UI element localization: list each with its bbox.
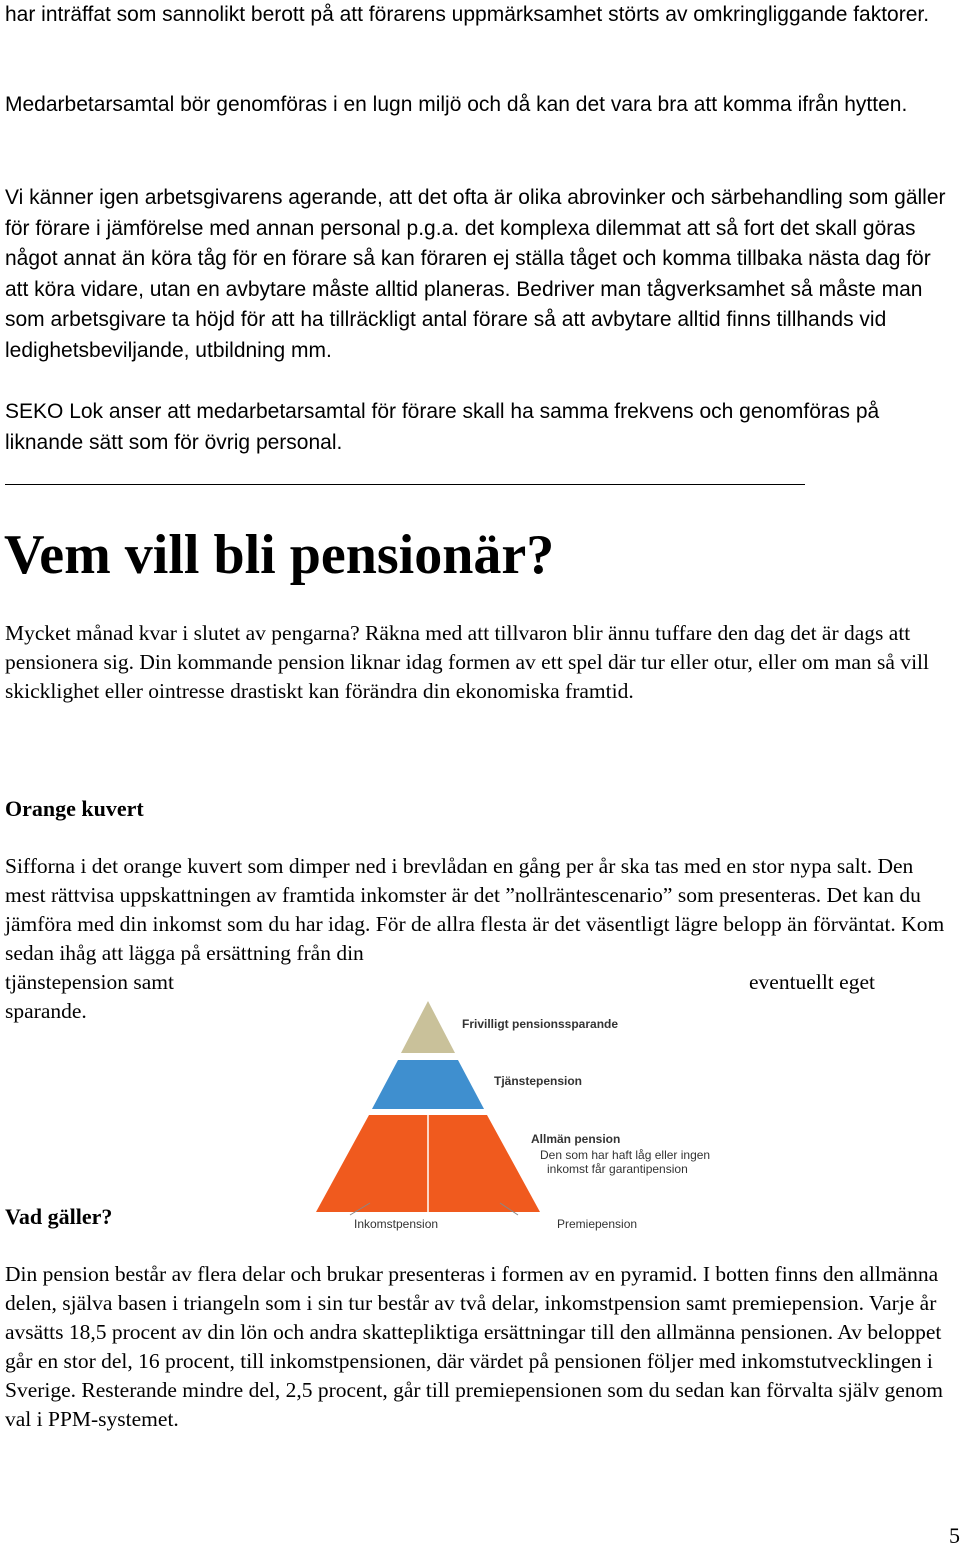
section-divider (5, 484, 805, 485)
pyramid-base-label: Allmän pension (531, 1132, 621, 1146)
article-intro: Mycket månad kvar i slutet av pengarna? Räkna med att tillvaron blir ännu tuffare den dag det är dags att pensionera sig. Din kommande pension liknar idag formen av ett spel där tur eller otur, eller om man så vill skicklighet eller ointresse drastiskt kan förändra din ekonomiska framtid. (5, 621, 929, 703)
paragraph-orange-kuvert-line-left: tjänstepension samt (5, 970, 174, 994)
pyramid-right-label: Premiepension (557, 1217, 638, 1231)
pyramid-left-label: Inkomstpension (354, 1217, 439, 1231)
heading-orange-kuvert: Orange kuvert (5, 796, 144, 821)
pyramid-base-sub-2: inkomst får garantipension (547, 1162, 688, 1176)
pyramid-base-sub-1: Den som har haft låg eller ingen (540, 1148, 711, 1162)
pension-pyramid-diagram (300, 995, 740, 1235)
paragraph-seko-lok: SEKO Lok anser att medarbetarsamtal för förare skall ha samma frekvens och genomföras på liknande sätt som för övrig personal. (5, 400, 880, 454)
heading-vad-galler: Vad gäller? (5, 1204, 113, 1229)
paragraph-orange-kuvert: Sifforna i det orange kuvert som dimper ned i brevlådan en gång per år ska tas med en stor nypa salt. Den mest rättvisa uppskattningen av framtida inkomster är det ”nollräntescenario” som presenteras. Det kan du jämföra med din inkomst som du har idag. För de allra flesta är det väsentligt lägre belopp än förväntat. Kom sedan ihåg att lägga på ersättning från din (5, 854, 945, 965)
paragraph-medarbetarsamtal: Medarbetarsamtal bör genomföras i en lugn miljö och då kan det vara bra att komma ifrån hytten. (5, 93, 908, 116)
pyramid-top-voluntary (401, 1001, 455, 1053)
paragraph-vad-galler: Din pension består av flera delar och brukar presenteras i formen av en pyramid. I botten finns den allmänna delen, själva basen i triangeln som i sin tur består av två delar, inkomstpension samt premiepension. Varje år avsätts 18,5 procent av din lön och andra skattepliktiga ersättningar till den allmänna pensionen. Av beloppet går en stor del, 16 procent, till inkomstpensionen, där värdet på pensionen följer med inkomstutvecklingen i Sverige. Resterande mindre del, 2,5 procent, går till premiepensionen som du sedan kan förvalta själv genom val i PPM-systemet. (5, 1262, 943, 1431)
article-title: Vem vill bli pensionär? (4, 524, 555, 586)
pyramid-middle-label: Tjänstepension (494, 1074, 583, 1088)
paragraph-orange-kuvert-line-right: eventuellt eget (749, 970, 875, 994)
pyramid-middle-occupational (372, 1060, 484, 1109)
paragraph-arbetsgivare: Vi känner igen arbetsgivarens agerande, att det ofta är olika abrovinker och särbehandling som gäller för förare i jämförelse med annan personal p.g.a. det komplexa dilemmat att så fort det skall göras något annat än köra tåg för en förare så kan föraren ej ställa tåget och komma tillbaka nästa dag för att köra vidare, utan en avbytare måste alltid planeras. Bedriver man tågverksamhet så måste man som arbetsgivare ta höjd för att ha tillräckligt antal förare så att avbytare alltid finns tillhands vid ledighetsbeviljande, utbildning mm. (5, 186, 946, 362)
paragraph-orange-kuvert-end: sparande. (5, 999, 87, 1023)
pyramid-top-label: Frivilligt pensionssparande (462, 1017, 619, 1031)
paragraph-factors: har inträffat som sannolikt berott på att förarens uppmärksamhet störts av omkringliggande faktorer. (5, 3, 930, 26)
page-number: 5 (949, 1523, 960, 1548)
